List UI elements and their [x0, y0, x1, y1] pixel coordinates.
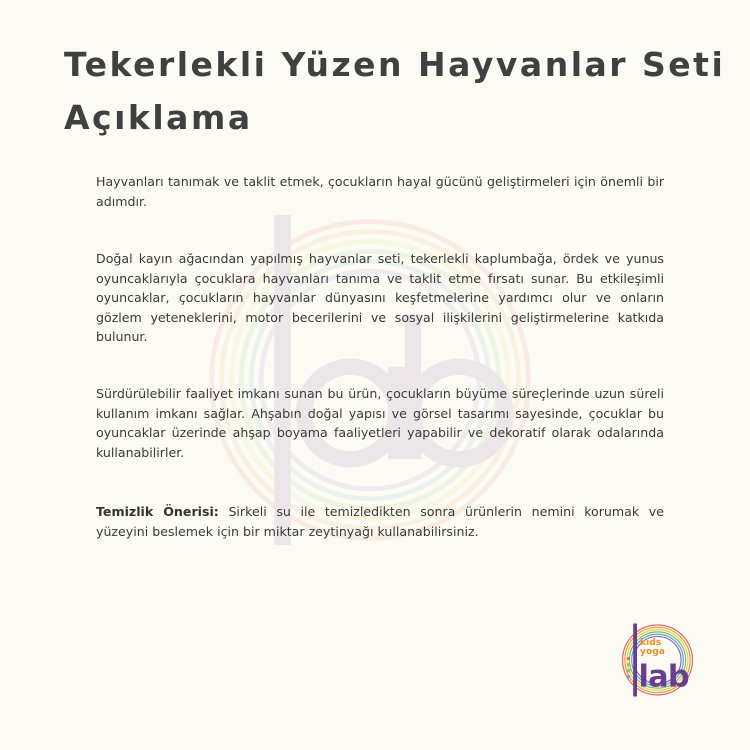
logo-word-yoga: yoga [640, 646, 665, 657]
paragraph-cleaning [96, 502, 664, 541]
logo-word-kids: kids [640, 637, 662, 648]
cleaning-label: Temizlik Önerisi: [96, 504, 219, 519]
title-line-2: Açıklama [64, 98, 253, 137]
paragraph-product: Doğal kayın ağacından yapılmış hayvanlar seti, tekerlekli kaplumbağa, ördek ve yunus oyuncaklarıyla çocuklara hayvanları tanıma ve taklit etme fırsatı sunar. Bu etkileşimli oyuncaklar, çocukların hayvanlar dünyasını keşfetmelerine yardımcı olur ve onların gözlem yeteneklerini, motor becerilerini ve sosyal ilişkilerini geliştirmelerine katkıda bulunur. [96, 251, 664, 345]
kids-yoga-lab-logo-icon [618, 622, 694, 698]
title-line-1: Tekerlekli Yüzen Hayvanlar Seti [64, 45, 726, 84]
cleaning-text: Sirkeli su ile temizledikten sonra ürünlerin nemini korumak ve yüzeyini beslemek için bir miktar zeytinyağı kullanabilirsiniz. [96, 504, 664, 539]
description-body [96, 172, 664, 539]
page-title [64, 38, 724, 144]
logo-word-lab: lab [638, 659, 689, 695]
paragraph-sustainability: Sürdürülebilir faaliyet imkanı sunan bu ürün, çocukların büyüme süreçlerinde uzun süreli kullanım imkanı sağlar. Ahşabın doğal yapısı ve görsel tasarımı sayesinde, çocuklar bu oyuncaklar üzerinde ahşap boyama faaliyetleri yapabilir ve dekoratif olarak odalarında kullanabilirler. [96, 386, 664, 460]
paragraph-intro: Hayvanları tanımak ve taklit etmek, çocukların hayal gücünü geliştirmeleri için önemli bir adımdır. [96, 174, 664, 209]
